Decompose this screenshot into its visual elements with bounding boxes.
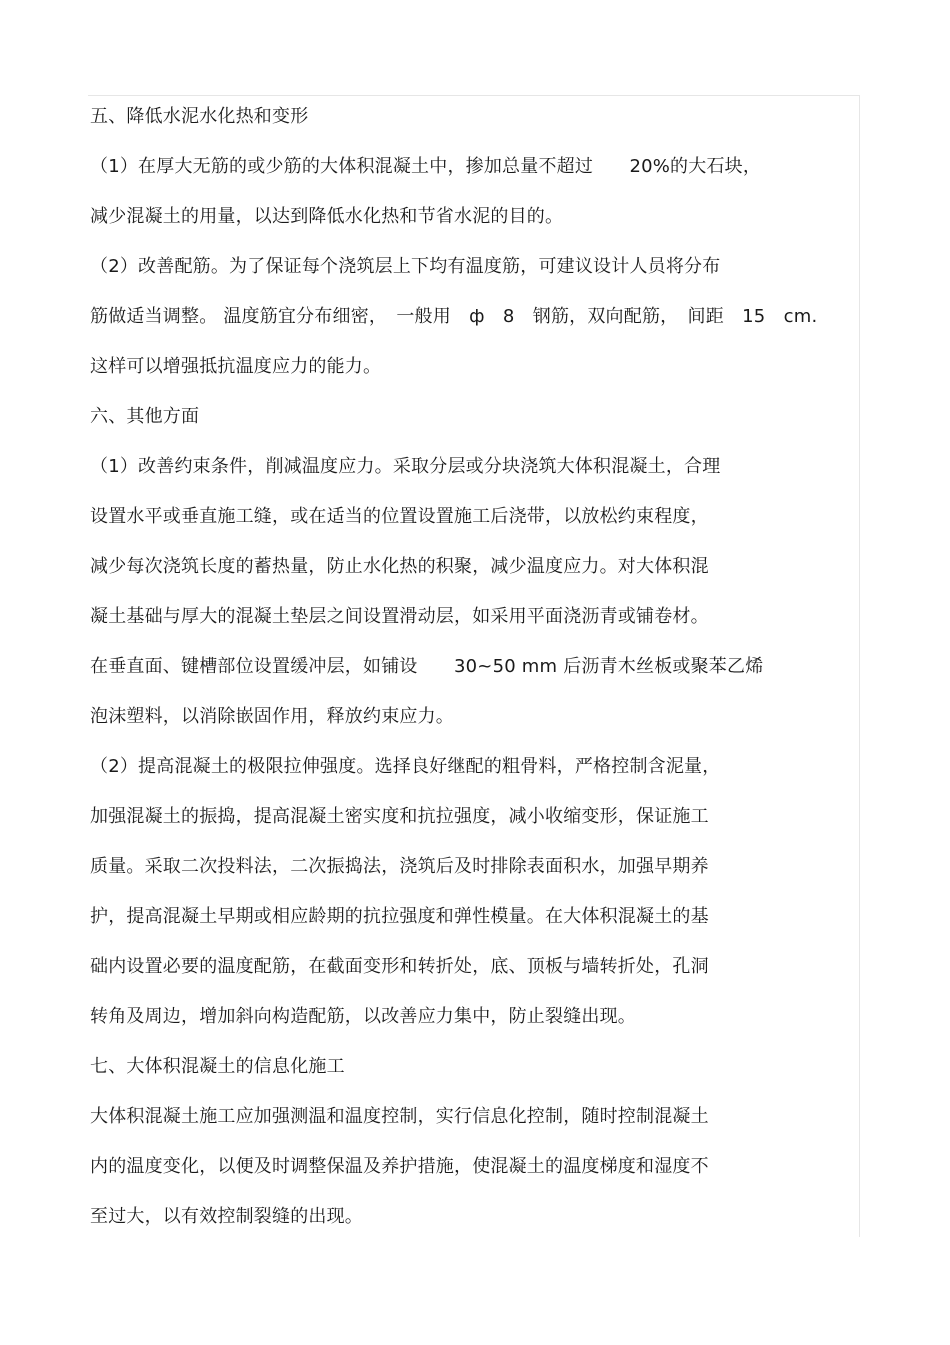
paragraph-line: 内的温度变化，以便及时调整保温及养护措施，使混凝土的温度梯度和湿度不 [90, 1156, 709, 1177]
paragraph-line: 在垂直面、键槽部位设置缓冲层，如铺设 30~50 mm 后沥青木丝板或聚苯乙烯 [90, 656, 764, 677]
heading-section-6: 六、其他方面 [90, 406, 200, 427]
paragraph-line: 减少混凝土的用量，以达到降低水化热和节省水泥的目的。 [90, 206, 564, 227]
paragraph-line: 筋做适当调整。 温度筋宜分布细密， 一般用 ф 8 钢筋，双向配筋， 间距 15 cm. [90, 306, 818, 327]
paragraph-line: 转角及周边，增加斜向构造配筋，以改善应力集中，防止裂缝出现。 [90, 1006, 636, 1027]
paragraph-line: （2）提高混凝土的极限拉伸强度。选择良好继配的粗骨料，严格控制含泥量， [90, 756, 721, 777]
document-body [90, 100, 880, 1250]
paragraph-line: 加强混凝土的振捣，提高混凝土密实度和抗拉强度，减小收缩变形，保证施工 [90, 806, 709, 827]
paragraph-line: 减少每次浇筑长度的蓄热量，防止水化热的积聚，减少温度应力。对大体积混 [90, 556, 709, 577]
paragraph-line: （1）在厚大无筋的或少筋的大体积混凝土中，掺加总量不超过 20%的大石块， [90, 156, 762, 177]
paragraph-line: （2）改善配筋。为了保证每个浇筑层上下均有温度筋，可建议设计人员将分布 [90, 256, 721, 277]
paragraph-line: 设置水平或垂直施工缝，或在适当的位置设置施工后浇带，以放松约束程度， [90, 506, 709, 527]
paragraph-line: 这样可以增强抵抗温度应力的能力。 [90, 356, 382, 377]
paragraph-line: （1）改善约束条件，削减温度应力。采取分层或分块浇筑大体积混凝土，合理 [90, 456, 721, 477]
paragraph-line: 础内设置必要的温度配筋，在截面变形和转折处，底、顶板与墙转折处，孔洞 [90, 956, 709, 977]
paragraph-line: 凝土基础与厚大的混凝土垫层之间设置滑动层，如采用平面浇沥青或铺卷材。 [90, 606, 709, 627]
heading-section-7: 七、大体积混凝土的信息化施工 [90, 1056, 345, 1077]
paragraph-line: 至过大，以有效控制裂缝的出现。 [90, 1206, 363, 1227]
paragraph-line: 护，提高混凝土早期或相应龄期的抗拉强度和弹性模量。在大体积混凝土的基 [90, 906, 709, 927]
paragraph-line: 质量。采取二次投料法，二次振捣法，浇筑后及时排除表面积水，加强早期养 [90, 856, 709, 877]
paragraph-line: 泡沫塑料，以消除嵌固作用，释放约束应力。 [90, 706, 454, 727]
paragraph-line: 大体积混凝土施工应加强测温和温度控制，实行信息化控制，随时控制混凝土 [90, 1106, 709, 1127]
heading-section-5: 五、降低水泥水化热和变形 [90, 106, 309, 127]
